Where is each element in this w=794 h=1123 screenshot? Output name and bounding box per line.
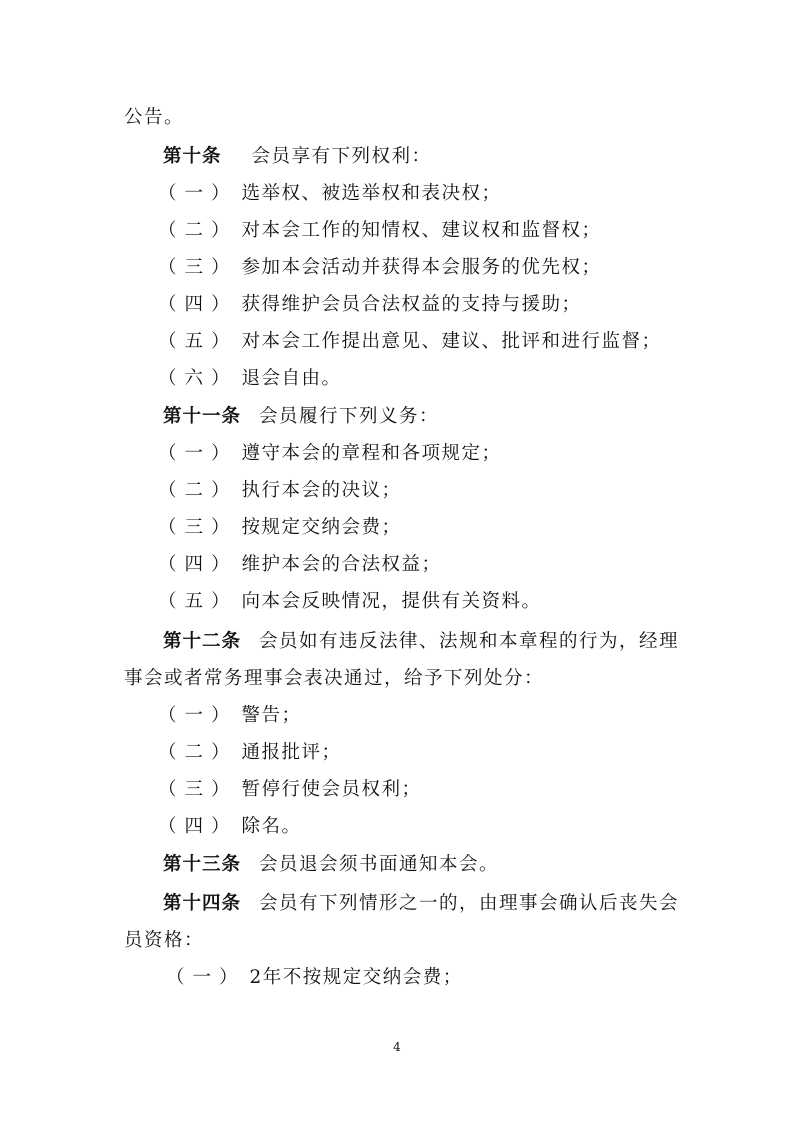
article-title: 第十一条 xyxy=(163,406,242,427)
list-item: （二） 对本会工作的知情权、建议权和监督权； xyxy=(158,220,602,241)
article-12-heading: 第十二条 会员如有违反法律、法规和本章程的行为，经理 xyxy=(163,631,680,652)
list-item: （一） 选举权、被选举权和表决权； xyxy=(158,183,502,204)
list-marker: （一） xyxy=(158,183,238,204)
list-marker: （五） xyxy=(158,331,238,352)
list-marker: （二） xyxy=(158,220,238,241)
list-marker: （五） xyxy=(158,591,238,612)
article-11-heading: 第十一条 会员履行下列义务： xyxy=(163,406,440,427)
list-item: （三） 参加本会活动并获得本会服务的优先权； xyxy=(158,257,602,278)
list-marker: （二） xyxy=(158,742,238,763)
paragraph-continuation: 公告。 xyxy=(124,107,185,128)
list-marker: （一） xyxy=(158,443,238,464)
article-10-heading: 第十条 会员享有下列权利： xyxy=(163,146,432,167)
list-item: （二） 通报批评； xyxy=(158,742,342,763)
paragraph-continuation: 员资格： xyxy=(124,930,205,951)
list-item: （四） 除名。 xyxy=(158,816,302,837)
page-number: 4 xyxy=(393,1040,401,1054)
list-marker: （一） xyxy=(158,705,238,726)
article-title: 第十二条 xyxy=(163,631,242,652)
list-marker: （四） xyxy=(158,816,238,837)
list-marker: （一） xyxy=(166,967,246,988)
list-item: （六） 退会自由。 xyxy=(158,368,342,389)
paragraph-continuation: 事会或者常务理事会表决通过，给予下列处分： xyxy=(124,668,545,689)
list-marker: （六） xyxy=(158,368,238,389)
list-marker: （三） xyxy=(158,779,238,800)
list-item: （三） 按规定交纳会费； xyxy=(158,517,402,538)
article-13-heading: 第十三条 会员退会须书面通知本会。 xyxy=(163,854,500,875)
list-marker: （四） xyxy=(158,294,238,315)
list-item: （一） 警告； xyxy=(158,705,302,726)
article-title: 第十四条 xyxy=(163,893,242,914)
list-marker: （四） xyxy=(158,554,238,575)
list-item: （四） 获得维护会员合法权益的支持与援助； xyxy=(158,294,582,315)
list-marker: （二） xyxy=(158,480,238,501)
list-marker: （三） xyxy=(158,517,238,538)
list-item: （五） 对本会工作提出意见、建议、批评和进行监督； xyxy=(158,331,662,352)
list-item: （二） 执行本会的决议； xyxy=(158,480,402,501)
article-title: 第十三条 xyxy=(163,854,242,875)
article-title: 第十条 xyxy=(163,146,222,167)
article-14-heading: 第十四条 会员有下列情形之一的，由理事会确认后丧失会 xyxy=(163,893,680,914)
list-item: （三） 暂停行使会员权利； xyxy=(158,779,422,800)
list-item: （五） 向本会反映情况，提供有关资料。 xyxy=(158,591,542,612)
list-item: （四） 维护本会的合法权益； xyxy=(158,554,442,575)
list-item: （一） 2年不按规定交纳会费； xyxy=(166,967,463,988)
list-marker: （三） xyxy=(158,257,238,278)
list-item: （一） 遵守本会的章程和各项规定； xyxy=(158,443,502,464)
